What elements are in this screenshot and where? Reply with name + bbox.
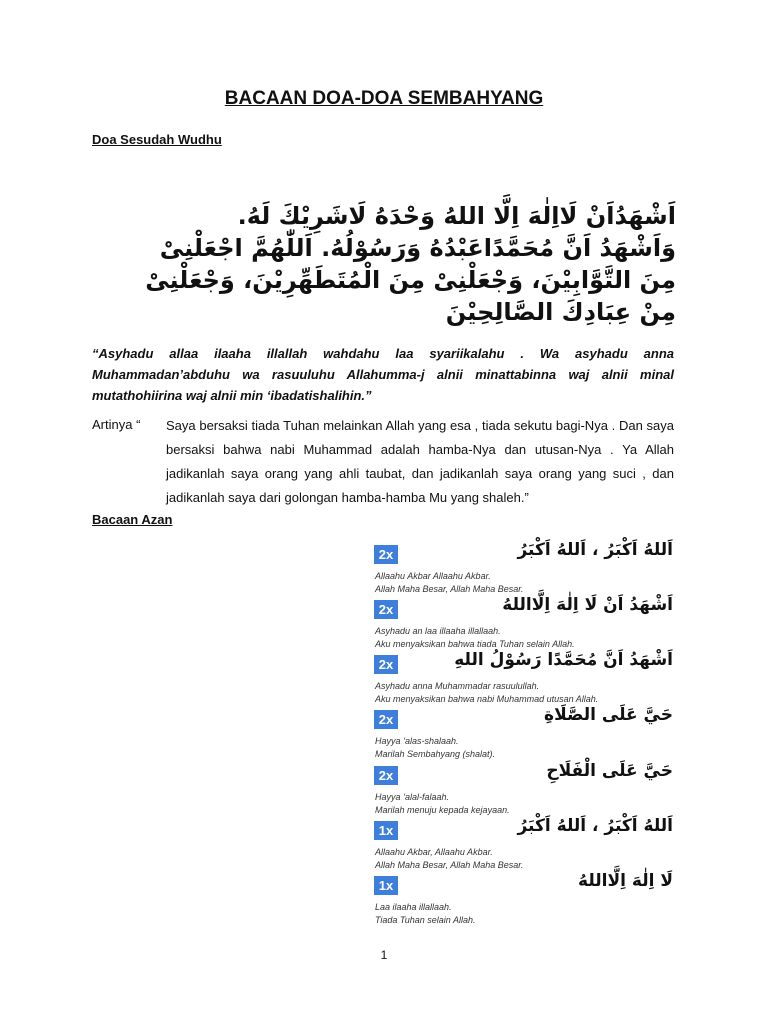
azan-meaning-text: Aku menyaksikan bahwa tiada Tuhan selain Allah. (375, 639, 575, 649)
azan-arabic-text: حَيَّ عَلَى الصَّلَاةِ (544, 705, 673, 725)
azan-latin-text: Asyhadu an laa illaaha illallaah. (375, 626, 501, 636)
arabic-prayer-text (145, 200, 676, 328)
azan-meaning-text: Tiada Tuhan selain Allah. (375, 915, 476, 925)
azan-image-panel (373, 540, 675, 926)
arabic-line: وَاَشْهَدُ اَنَّ مُحَمَّدًاعَبْدُهُ وَرَسُوْلُهُ. اَللّٰهُمَّ اجْعَلْنِىْ (159, 234, 676, 262)
azan-item (373, 761, 675, 817)
repeat-count-badge: 2x (374, 710, 398, 729)
azan-meaning-text: Marilah Sembahyang (shalat). (375, 749, 496, 759)
azan-latin-text: Allaahu Akbar Allaahu Akbar. (375, 571, 491, 581)
repeat-count-badge: 2x (374, 545, 398, 564)
azan-arabic-text: اَللهُ اَكْبَرُ ، اَللهُ اَكْبَرُ (517, 540, 673, 560)
azan-latin-text: Hayya ‘alal-falaah. (375, 792, 450, 802)
azan-item (373, 540, 675, 596)
page-number: 1 (380, 948, 388, 962)
arabic-line: مِنْ عِبَادِكَ الصَّالِحِيْنَ (445, 298, 676, 326)
azan-latin-text: Allaahu Akbar, Allaahu Akbar. (375, 847, 493, 857)
azan-arabic-text: اَللهُ اَكْبَرُ ، اَللهُ اَكْبَرُ (517, 816, 673, 836)
repeat-count-badge: 2x (374, 766, 398, 785)
repeat-count-badge: 2x (374, 655, 398, 674)
azan-meaning-text: Allah Maha Besar, Allah Maha Besar. (375, 860, 524, 870)
azan-latin-text: Laa ilaaha illallaah. (375, 902, 452, 912)
repeat-count-badge: 2x (374, 600, 398, 619)
azan-meaning-text: Allah Maha Besar, Allah Maha Besar. (375, 584, 524, 594)
azan-arabic-text: لَا اِلٰهَ اِلَّااللهُ (578, 871, 673, 891)
azan-latin-text: Hayya ‘alas-shalaah. (375, 736, 459, 746)
azan-item (373, 871, 675, 927)
azan-arabic-text: اَشْهَدُ اَنَّ مُحَمَّدًا رَسُوْلُ اللهِ (454, 650, 673, 670)
section-heading-doa-wudhu: Doa Sesudah Wudhu (92, 132, 222, 147)
azan-meaning-text: Aku menyaksikan bahwa nabi Muhammad utusan Allah. (375, 694, 599, 704)
azan-item (373, 705, 675, 761)
artinya-label: Artinya “ (92, 417, 141, 432)
azan-item (373, 650, 675, 706)
section-heading-bacaan-azan: Bacaan Azan (92, 512, 173, 527)
azan-item (373, 595, 675, 651)
azan-meaning-text: Marilah menuju kepada kejayaan. (375, 805, 510, 815)
azan-item (373, 816, 675, 872)
arabic-line: مِنَ التَّوَّابِيْنَ، وَجْعَلْنِىْ مِنَ الْمُتَطَهِّرِيْنَ، وَجْعَلْنِىْ (145, 266, 676, 294)
azan-arabic-text: حَيَّ عَلَى الْفَلَاحِ (546, 761, 673, 781)
transliteration-paragraph: “Asyhadu allaa ilaaha illallah wahdahu laa syariikalahu . Wa asyhadu anna Muhammadan’abduhu wa rasuuluhu Allahumma-j alnii minattabinna waj alnii minal mutathohiirina waj alnii min ‘ibadatishalihin.” (92, 346, 674, 403)
artinya-paragraph: Saya bersaksi tiada Tuhan melainkan Allah yang esa , tiada sekutu bagi-Nya . Dan saya bersaksi bahwa nabi Muhammad adalah hamba-Nya dan utusan-Nya . Ya Allah jadikanlah saya orang yang ahli taubat, dan jadikanlah saya orang yang suci , dan jadikanlah saya dari golongan hamba-hamba Mu yang shaleh.” (166, 418, 674, 505)
repeat-count-badge: 1x (374, 821, 398, 840)
azan-latin-text: Asyhadu anna Muhammadar rasuulullah. (375, 681, 540, 691)
azan-arabic-text: اَشْهَدُ اَنْ لَا اِلٰهَ اِلَّااللهُ (502, 595, 673, 615)
arabic-line: اَشْهَدُاَنْ لَااِلٰهَ اِلَّا اللهُ وَحْدَهُ لَاشَرِيْكَ لَهُ. (237, 202, 676, 230)
page-title: BACAAN DOA-DOA SEMBAHYANG (224, 88, 544, 109)
repeat-count-badge: 1x (374, 876, 398, 895)
